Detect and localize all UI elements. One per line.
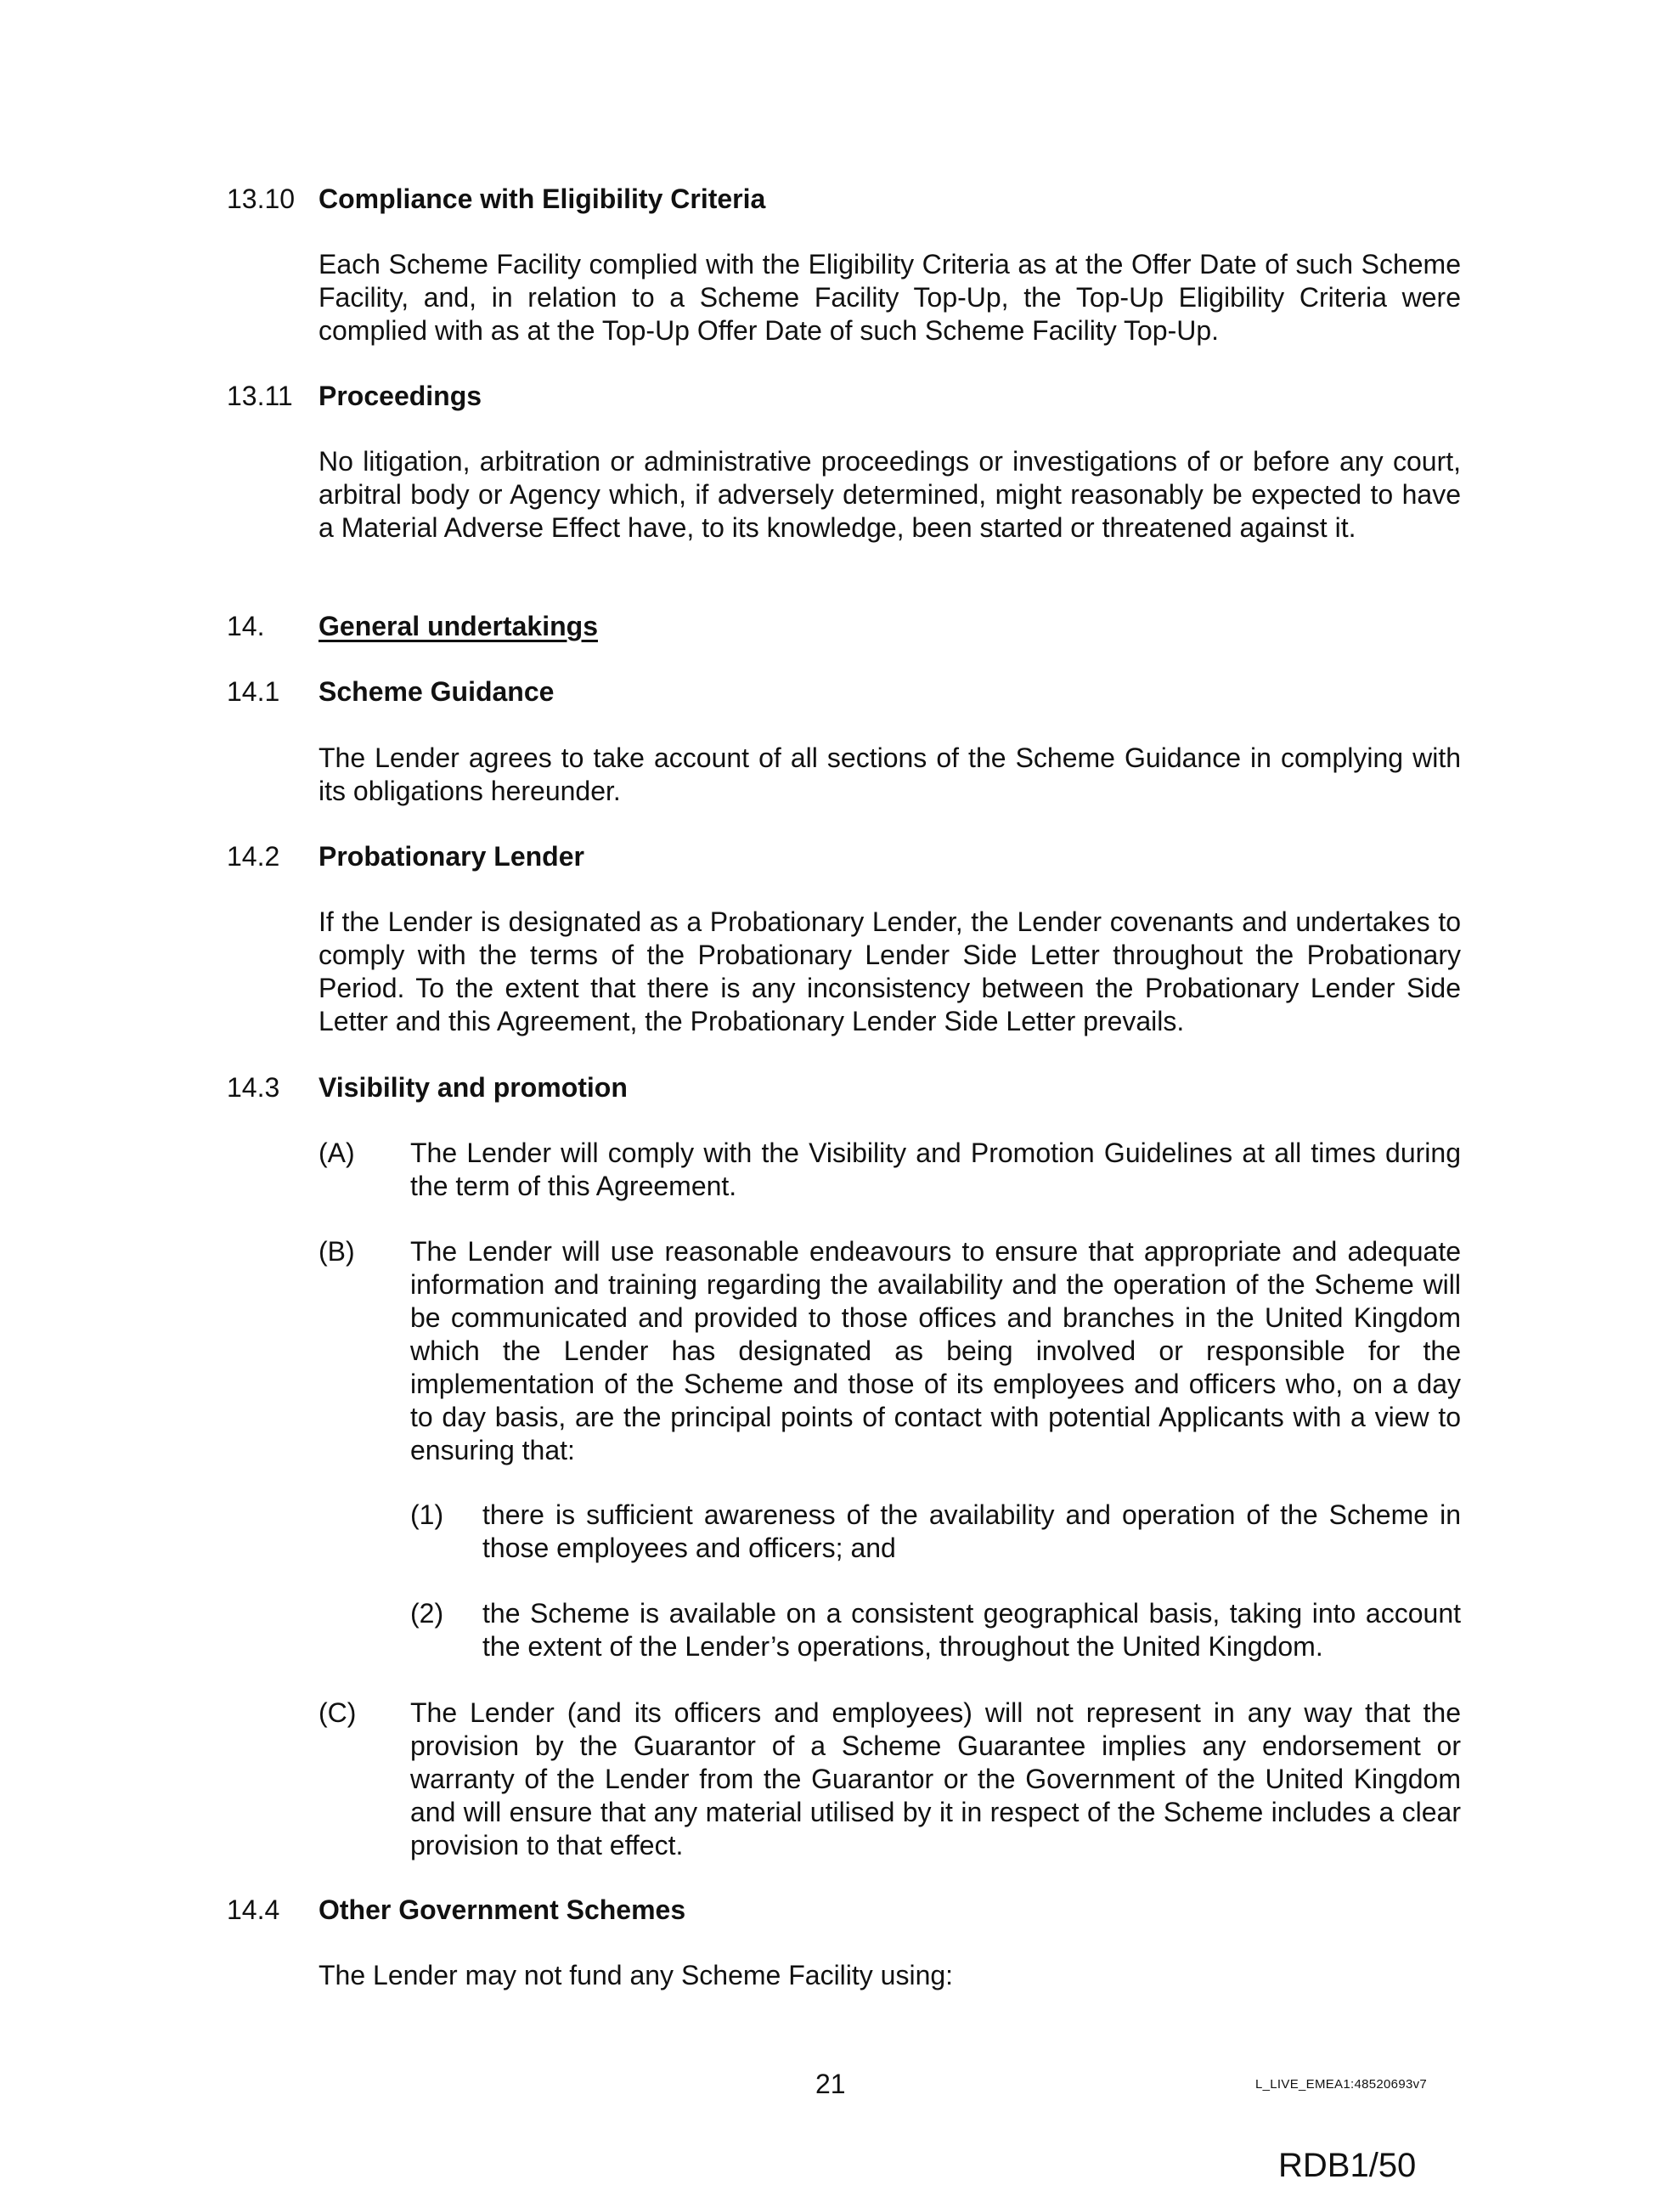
item-text-a: The Lender will comply with the Visibility and Promotion Guidelines at all times during the term of this Agreement. [410, 1138, 1461, 1201]
item-label-b: (B) [319, 1236, 355, 1267]
section-number-13-11: 13.11 [227, 381, 293, 411]
subitem-label-2: (2) [410, 1598, 444, 1629]
section-text-13-11: No litigation, arbitration or administrative proceedings or investigations of or before any court, arbitral body or Agency which, if adversely determined, might reasonably be expected to have a Material Adverse Effect have, to its knowledge, been started or threatened against it. [319, 446, 1461, 543]
section-number-14-1: 14.1 [227, 676, 280, 707]
section-number-14-2: 14.2 [227, 841, 280, 872]
item-label-c: (C) [319, 1697, 357, 1728]
section-text-14-1: The Lender agrees to take account of all sections of the Scheme Guidance in complying with its obligations hereunder. [319, 742, 1461, 806]
bundle-stamp: RDB1/50 [1278, 2147, 1417, 2184]
section-number-14-3: 14.3 [227, 1072, 280, 1103]
document-reference: L_LIVE_EMEA1:48520693v7 [1255, 2077, 1428, 2092]
section-number-14: 14. [227, 611, 265, 641]
section-heading-14-1: Scheme Guidance [319, 676, 555, 707]
section-number-14-4: 14.4 [227, 1894, 280, 1925]
section-heading-14-4: Other Government Schemes [319, 1894, 686, 1925]
subitem-text-1: there is sufficient awareness of the availability and operation of the Scheme in those employees and officers; and [482, 1499, 1461, 1563]
section-heading-14: General undertakings [319, 611, 598, 641]
section-text-13-10: Each Scheme Facility complied with the Eligibility Criteria as at the Offer Date of such Scheme Facility, and, in relation to a Scheme Facility Top-Up, the Top-Up Eligibility Criteria were complied with as at the Top-Up Offer Date of such Scheme Facility Top-Up. [319, 249, 1461, 346]
section-heading-14-3: Visibility and promotion [319, 1072, 628, 1103]
section-number-13-10: 13.10 [227, 183, 296, 214]
section-text-14-4: The Lender may not fund any Scheme Facility using: [319, 1960, 954, 1990]
section-heading-13-10: Compliance with Eligibility Criteria [319, 183, 766, 214]
subitem-text-2: the Scheme is available on a consistent geographical basis, taking into account the extent of the Lender’s operations, throughout the United Kingdom. [482, 1598, 1461, 1662]
subitem-label-1: (1) [410, 1499, 444, 1530]
page-number: 21 [815, 2069, 846, 2099]
section-heading-13-11: Proceedings [319, 381, 482, 411]
section-heading-14-2: Probationary Lender [319, 841, 584, 872]
item-text-b: The Lender will use reasonable endeavours to ensure that appropriate and adequate information and training regarding the availability and the operation of the Scheme will be communicated and provided to those offices and branches in the United Kingdom which the Lender has designated as being involved or responsible for the implementation of the Scheme and those of its employees and officers who, on a day to day basis, are the principal points of contact with potential Applicants with a view to ensuring that: [410, 1236, 1461, 1465]
item-label-a: (A) [319, 1138, 355, 1168]
item-text-c: The Lender (and its officers and employees) will not represent in any way that the provision by the Guarantor of a Scheme Guarantee implies any endorsement or warranty of the Lender from the Guarantor or the Government of the United Kingdom and will ensure that any material utilised by it in respect of the Scheme includes a clear provision to that effect. [410, 1697, 1461, 1860]
section-text-14-2: If the Lender is designated as a Probationary Lender, the Lender covenants and undertakes to comply with the terms of the Probationary Lender Side Letter throughout the Probationary Period. To the extent that there is any inconsistency between the Probationary Lender Side Letter and this Agreement, the Probationary Lender Side Letter prevails. [319, 906, 1461, 1036]
